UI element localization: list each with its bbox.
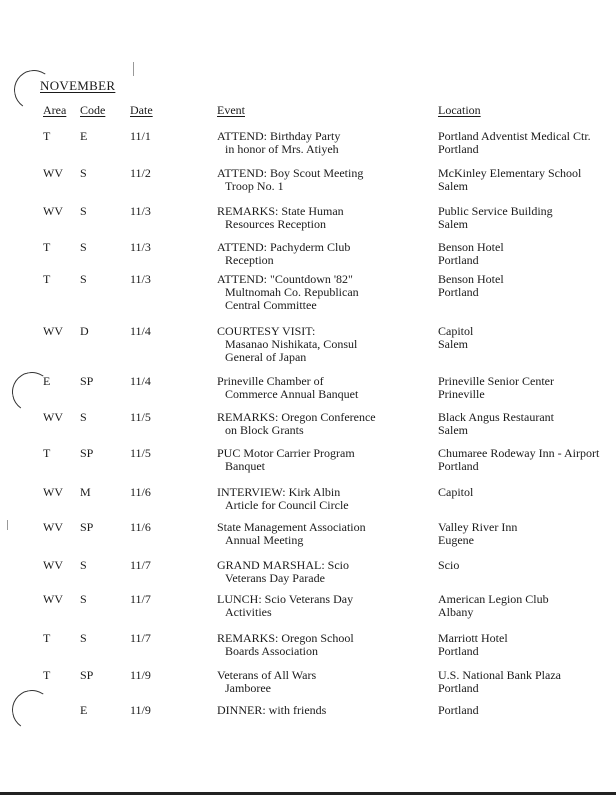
row-location (438, 411, 554, 437)
event-line: Veterans Day Parade (225, 571, 325, 585)
row-location (438, 632, 508, 658)
row-event (217, 593, 353, 619)
location-line: Prineville (438, 387, 485, 401)
event-line: DINNER: with friends (217, 703, 327, 717)
event-line: REMARKS: Oregon School (217, 631, 354, 645)
row-location (438, 241, 504, 267)
event-line: ATTEND: Pachyderm Club (217, 240, 351, 254)
row-date: 11/7 (130, 631, 151, 645)
location-line: Salem (438, 217, 468, 231)
row-event (217, 375, 358, 401)
location-line: Capitol (438, 324, 474, 338)
location-line: Black Angus Restaurant (438, 410, 554, 424)
row-location (438, 669, 561, 695)
location-line: Portland (438, 285, 479, 299)
location-line: Portland (438, 681, 479, 695)
location-line: Eugene (438, 533, 474, 547)
row-code: S (80, 410, 87, 424)
row-location (438, 273, 504, 299)
location-line: Salem (438, 337, 468, 351)
header-location: Location (438, 103, 481, 117)
row-area: T (43, 446, 51, 460)
row-code: S (80, 166, 87, 180)
row-area: T (43, 240, 51, 254)
event-line: PUC Motor Carrier Program (217, 446, 355, 460)
row-code: S (80, 272, 87, 286)
margin-mark (133, 62, 134, 76)
row-date: 11/4 (130, 374, 151, 388)
event-line: Multnomah Co. Republican (225, 285, 359, 299)
row-date: 11/3 (130, 240, 151, 254)
row-date: 11/9 (130, 668, 151, 682)
row-event (217, 559, 349, 585)
event-line: State Management Association (217, 520, 366, 534)
row-date: 11/4 (130, 324, 151, 338)
row-code: S (80, 204, 87, 218)
location-line: Albany (438, 605, 474, 619)
row-date: 11/6 (130, 485, 151, 499)
row-area: T (43, 272, 51, 286)
location-line: Portland (438, 253, 479, 267)
row-code: E (80, 703, 88, 717)
event-line: Commerce Annual Banquet (225, 387, 359, 401)
row-location (438, 559, 459, 572)
row-event (217, 167, 363, 193)
row-code: E (80, 129, 88, 143)
row-location (438, 325, 473, 351)
event-line: GRAND MARSHAL: Scio (217, 558, 350, 572)
location-line: Public Service Building (438, 204, 553, 218)
row-location (438, 375, 554, 401)
row-code: D (80, 324, 89, 338)
event-line: Jamboree (225, 681, 271, 695)
header-event: Event (217, 103, 245, 117)
row-code: M (80, 485, 91, 499)
row-location (438, 704, 479, 717)
row-area: WV (43, 166, 63, 180)
event-line: Veterans of All Wars (217, 668, 317, 682)
row-date: 11/3 (130, 204, 151, 218)
event-line: ATTEND: Boy Scout Meeting (217, 166, 364, 180)
row-code: S (80, 240, 87, 254)
row-event (217, 521, 366, 547)
row-code: SP (80, 446, 94, 460)
row-area: WV (43, 485, 63, 499)
row-event (217, 486, 349, 512)
event-line: Troop No. 1 (225, 179, 284, 193)
row-event (217, 411, 376, 437)
row-area: WV (43, 558, 63, 572)
row-event (217, 704, 326, 717)
margin-mark (7, 520, 8, 530)
location-line: Valley River Inn (438, 520, 518, 534)
location-line: Portland (438, 459, 479, 473)
row-event (217, 241, 350, 267)
row-date: 11/2 (130, 166, 151, 180)
row-event (217, 273, 359, 312)
header-code: Code (80, 103, 106, 117)
row-location (438, 205, 553, 231)
row-code: S (80, 592, 87, 606)
event-line: INTERVIEW: Kirk Albin (217, 485, 341, 499)
row-date: 11/7 (130, 558, 151, 572)
location-line: Salem (438, 423, 468, 437)
location-line: American Legion Club (438, 592, 549, 606)
event-line: ATTEND: Birthday Party (217, 129, 341, 143)
row-area: WV (43, 324, 63, 338)
row-event (217, 325, 357, 364)
row-location (438, 130, 591, 156)
event-line: Reception (225, 253, 274, 267)
event-line: Prineville Chamber of (217, 374, 324, 388)
event-line: LUNCH: Scio Veterans Day (217, 592, 354, 606)
page-bottom-edge (0, 792, 616, 795)
event-line: Resources Reception (225, 217, 326, 231)
row-area: WV (43, 520, 63, 534)
row-location (438, 593, 549, 619)
row-event (217, 669, 316, 695)
row-area: WV (43, 592, 63, 606)
row-code: SP (80, 668, 94, 682)
row-area: T (43, 631, 51, 645)
location-line: Chumaree Rodeway Inn - Airport (438, 446, 600, 460)
row-event (217, 447, 355, 473)
event-line: Banquet (225, 459, 265, 473)
event-line: in honor of Mrs. Atiyeh (225, 142, 339, 156)
row-date: 11/7 (130, 592, 151, 606)
event-line: Annual Meeting (225, 533, 304, 547)
location-line: Prineville Senior Center (438, 374, 554, 388)
location-line: Marriott Hotel (438, 631, 508, 645)
row-location (438, 486, 473, 499)
punch-hole-bottom (9, 687, 55, 733)
event-line: COURTESY VISIT: (217, 324, 316, 338)
row-date: 11/5 (130, 410, 151, 424)
row-date: 11/9 (130, 703, 151, 717)
row-area: WV (43, 204, 63, 218)
month-heading: NOVEMBER (40, 78, 116, 93)
event-line: General of Japan (225, 350, 307, 364)
location-line: Portland (438, 644, 479, 658)
row-date: 11/5 (130, 446, 151, 460)
location-line: Salem (438, 179, 468, 193)
event-line: REMARKS: State Human (217, 204, 344, 218)
location-line: Portland (438, 142, 479, 156)
location-line: Benson Hotel (438, 240, 504, 254)
row-date: 11/1 (130, 129, 151, 143)
row-date: 11/3 (130, 272, 151, 286)
location-line: Portland Adventist Medical Ctr. (438, 129, 591, 143)
row-date: 11/6 (130, 520, 151, 534)
row-event (217, 632, 354, 658)
row-area: E (43, 374, 51, 388)
row-event (217, 205, 344, 231)
event-line: Boards Association (225, 644, 318, 658)
event-line: ATTEND: "Countdown '82" (217, 272, 353, 286)
row-code: SP (80, 374, 94, 388)
header-area: Area (43, 103, 67, 117)
location-line: Scio (438, 558, 460, 572)
row-area: T (43, 129, 51, 143)
row-area: T (43, 668, 51, 682)
location-line: U.S. National Bank Plaza (438, 668, 561, 682)
row-event (217, 130, 340, 156)
event-line: on Block Grants (225, 423, 304, 437)
row-code: S (80, 631, 87, 645)
event-line: Central Committee (225, 298, 317, 312)
event-line: Activities (225, 605, 272, 619)
location-line: McKinley Elementary School (438, 166, 582, 180)
row-location (438, 521, 517, 547)
row-code: SP (80, 520, 94, 534)
location-line: Capitol (438, 485, 474, 499)
row-code: S (80, 558, 87, 572)
row-area: WV (43, 410, 63, 424)
event-line: Article for Council Circle (225, 498, 349, 512)
location-line: Portland (438, 703, 479, 717)
row-location (438, 167, 581, 193)
header-date: Date (130, 103, 153, 117)
event-line: Masanao Nishikata, Consul (225, 337, 358, 351)
location-line: Benson Hotel (438, 272, 504, 286)
row-location (438, 447, 599, 473)
event-line: REMARKS: Oregon Conference (217, 410, 376, 424)
